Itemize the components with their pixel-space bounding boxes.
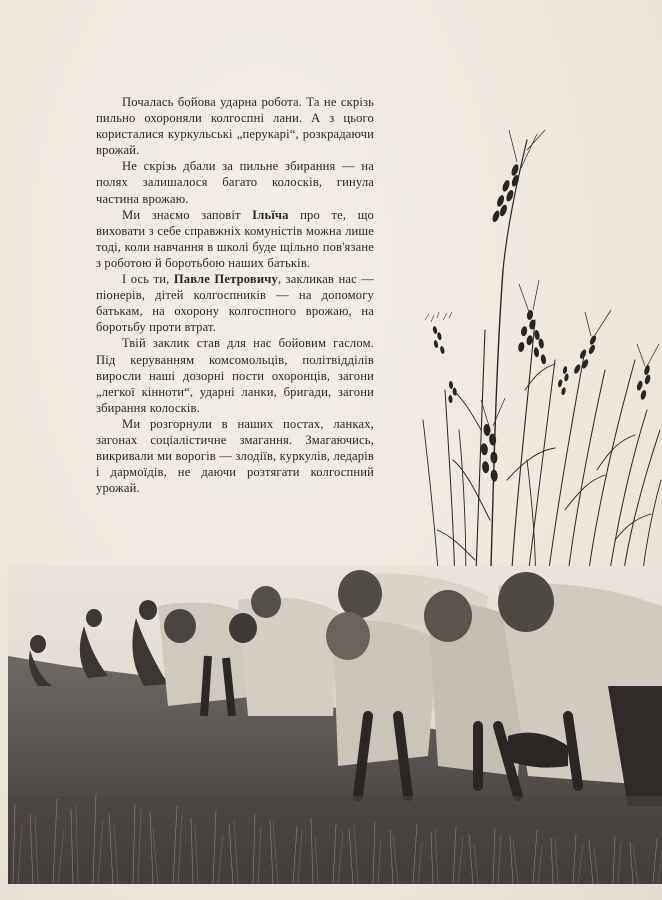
paragraph-4 (96, 271, 374, 335)
text-run: Ми знаємо заповіт (122, 207, 253, 222)
paragraph-6 (96, 416, 374, 496)
children-gleaning-field-photo-icon (8, 566, 662, 884)
bold-name: Павле Петровичу (173, 272, 278, 287)
paragraph-3 (96, 207, 374, 271)
text-run: Твій заклик став для нас бойовим гаслом. Під керуванням комсомольців, політвідділів виросли наші дозорні пости охоронців, загони „легкої кінноти“, ударні ланки, бригади, загони збирання колосків. (96, 336, 374, 415)
body-text (96, 94, 374, 496)
text-run: І ось ти, (122, 272, 174, 287)
text-run: , закликав нас — піонерів, дітей колгоспників — на допомогу батькам, на охорону колгоспного врожаю, на боротьбу проти втрат. (96, 272, 374, 335)
paragraph-5 (96, 335, 374, 415)
text-run: Не скрізь дбали за пильне збирання — на полях залишалося багато колосків, гинула частина врожаю. (96, 159, 374, 206)
wheat-ears-drawing-icon (415, 130, 662, 600)
paragraph-1 (96, 94, 374, 158)
text-run: Ми розгорнули в наших постах, ланках, загонах соціалістичне змагання. Змагаючись, викривали ми ворогів — злодіїв, куркулів, ледарів і дармоїдів, не даючи розтягати колгоспний урожай. (96, 416, 374, 496)
text-run: Почалась бойова ударна робота. Та не скрізь пильно охороняли колгоспні лани. А з цього користалися куркульські „перукарі“, розкрадаючи врожай. (96, 95, 374, 158)
text-run: про те, що виховати з себе справжніх комуністів можна лише тоді, коли навчання в школі буде щільно пов'язане з роботою й боротьбою наших батьків. (96, 207, 374, 270)
bold-name: Ільїча (252, 207, 289, 222)
paragraph-2 (96, 158, 374, 206)
